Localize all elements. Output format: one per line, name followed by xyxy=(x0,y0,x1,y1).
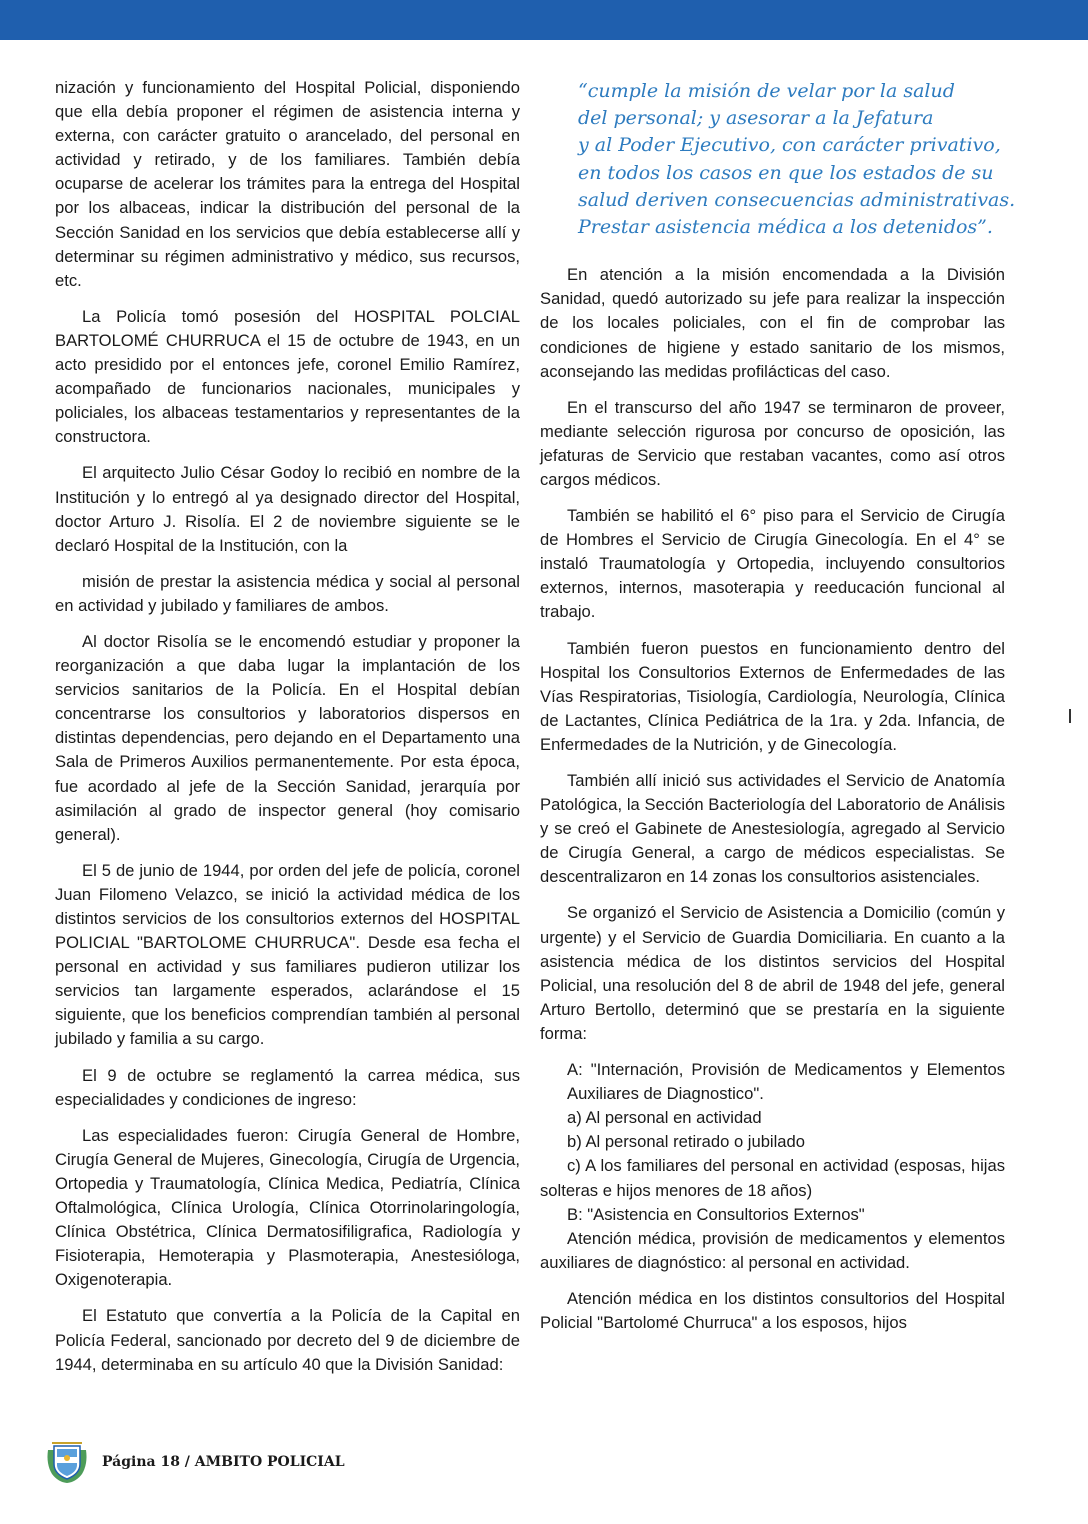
list-item: c) A los familiares del personal en actividad (esposas, hijas solteras e hijos menores de 18 años) xyxy=(540,1156,1005,1200)
list-item: A: "Internación, Provisión de Medicamentos y Elementos Auxiliares de Diagnostico". xyxy=(567,1060,1005,1104)
header-color-bar xyxy=(0,0,1088,40)
paragraph: En el transcurso del año 1947 se terminaron de proveer, mediante selección rigurosa por concurso de oposición, las jefaturas de Servicio que restaban vacantes, como así otros cargos médicos. xyxy=(540,397,1005,489)
quote-line: “cumple la misión de velar por la salud xyxy=(578,80,955,102)
paragraph: Las especialidades fueron: Cirugía General de Hombre, Cirugía General de Mujeres, Ginecología, Cirugía de Urgencia, Ortopedia y Traumatología, Clínica Medica, Pediatría, Clínica Oftalmológica, Clínica Urología, Clínica Otorrinolaringología, Clínica Obstétrica, Clínica Dermatosifiligrafica, Radiología y Fisioterapia, Hemoterapia y Plasmoterapia, Anestesióloga, Oxigenoterapia. xyxy=(55,1125,520,1290)
paragraph: El 9 de octubre se reglamentó la carrea médica, sus especialidades y condiciones de ingreso: xyxy=(55,1065,520,1109)
list-item: B: "Asistencia en Consultorios Externos" xyxy=(567,1204,865,1224)
paragraph: También allí inició sus actividades el Servicio de Anatomía Patológica, la Sección Bacteriología del Laboratorio de Análisis y se creó el Gabinete de Anestesiología, agregado al Servicio de Cirugía General, a cargo de médicos especialistas. Se descentralizaron en 14 zonas los consultorios asistenciales. xyxy=(540,771,1005,887)
paragraph: misión de prestar la asistencia médica y social al personal en actividad y jubilado y familiares de ambos. xyxy=(55,571,520,615)
quote-line: salud deriven consecuencias administrativas. xyxy=(578,188,1016,211)
police-shield-emblem-icon xyxy=(44,1440,90,1484)
quote-line: en todos los casos en que los estados de su xyxy=(578,161,994,184)
page-footer xyxy=(44,1440,345,1484)
quote-line: y al Poder Ejecutivo, con carácter privativo, xyxy=(578,134,1001,157)
paragraph: nización y funcionamiento del Hospital Policial, disponiendo que ella debía proponer el régimen de asistencia interna y externa, con carácter gratuito o arancelado, del personal en actividad y retirado, y de los familiares. También debía ocuparse de acelerar los trámites para la entrega del Hospital por los albaceas, indicar la distribución del personal de la Sección Sanidad en los servicios que debía establecerse allí y determinar su régimen administrativo y médico, sus recursos, etc. xyxy=(55,78,520,290)
paragraph: El Estatuto que convertía a la Policía de la Capital en Policía Federal, sancionado por decreto del 9 de diciembre de 1944, determinaba en su artículo 40 que la División Sanidad: xyxy=(55,1306,520,1374)
pull-quote xyxy=(540,78,1016,241)
paragraph: El arquitecto Julio César Godoy lo recibió en nombre de la Institución y lo entregó al ya designado director del Hospital, doctor Arturo J. Risolía. El 2 de noviembre siguiente se le declaró Hospital de la Institución, con la xyxy=(55,463,520,555)
list-item: Atención médica, provisión de medicamentos y elementos auxiliares de diagnóstico: al personal en actividad. xyxy=(540,1228,1005,1272)
right-column xyxy=(540,78,1016,1347)
page-label: Página 18 / AMBITO POLICIAL xyxy=(102,1454,345,1470)
left-column xyxy=(55,76,520,1389)
paragraph: También fueron puestos en funcionamiento dentro del Hospital los Consultorios Externos de Enfermedades de las Vías Respiratorias, Tisiología, Cardiología, Neurología, Clínica de Lactantes, Clínica Pediátrica de la 1ra. y 2da. Infancia, de Enfermedades de la Nutrición, y de Ginecología. xyxy=(540,638,1005,754)
paragraph: En atención a la misión encomendada a la División Sanidad, quedó autorizado su jefe para realizar la inspección de los locales policiales, con el fin de comprobar las condiciones de higiene y estado sanitario de los mismos, aconsejando las medidas profilácticas del caso. xyxy=(540,265,1005,381)
quote-line: del personal; y asesorar a la Jefatura xyxy=(578,107,934,130)
paragraph: El 5 de junio de 1944, por orden del jefe de policía, coronel Juan Filomeno Velazco, se inició la actividad médica de los distintos servicios de los consultorios externos del HOSPITAL POLICIAL "BARTOLOME CHURRUCA". Desde esa fecha el personal en actividad y sus familiares pudieron utilizar los servicios tan largamente esperados, aclarándose el 15 siguiente, que los beneficios comprendían también al personal jubilado y familia a su cargo. xyxy=(55,860,520,1049)
list-item: a) Al personal en actividad xyxy=(567,1108,762,1128)
paragraph: Atención médica en los distintos consultorios del Hospital Policial "Bartolomé Churruca" a los esposos, hijos xyxy=(540,1288,1005,1332)
quote-line: Prestar asistencia médica a los detenidos”. xyxy=(578,216,993,239)
paragraph: Al doctor Risolía se le encomendó estudiar y proponer la reorganización a que daba lugar la implantación de los servicios sanitarios de la Policía. En el Hospital debían concentrarse los consultorios y laboratorios dispersos en distintas dependencias, pero dejando en el Departamento una Sala de Primeros Auxilios permanentemente. Por esta época, fue acordado al jefe de la Sección Sanidad, jerarquía por asimilación al grado de inspector general (hoy comisario general). xyxy=(55,631,520,844)
list-item: b) Al personal retirado o jubilado xyxy=(567,1132,805,1152)
margin-mark xyxy=(1069,709,1071,723)
paragraph: La Policía tomó posesión del HOSPITAL POLCIAL BARTOLOMÉ CHURRUCA el 15 de octubre de 1943, en un acto presidido por el entonces jefe, coronel Emilio Ramírez, acompañado de funcionarios nacionales, municipales y policiales, los albaceas testamentarios y representantes de la constructora. xyxy=(55,306,520,447)
paragraph: También se habilitó el 6° piso para el Servicio de Cirugía de Hombres el Servicio de Cirugía Ginecología. En el 4° se instaló Traumatología y Ortopedia, incluyendo consultorios externos, internos, masoterapia y reeducación funcional al trabajo. xyxy=(540,506,1005,622)
assistance-list xyxy=(540,1058,1005,1275)
paragraph: Se organizó el Servicio de Asistencia a Domicilio (común y urgente) y el Servicio de Guardia Domiciliaria. En cuanto a la asistencia médica de los distintos servicios del Hospital Policial, una resolución del 8 de abril de 1948 del jefe, general Arturo Bertollo, determinó que se prestaría en la siguiente forma: xyxy=(540,903,1005,1043)
